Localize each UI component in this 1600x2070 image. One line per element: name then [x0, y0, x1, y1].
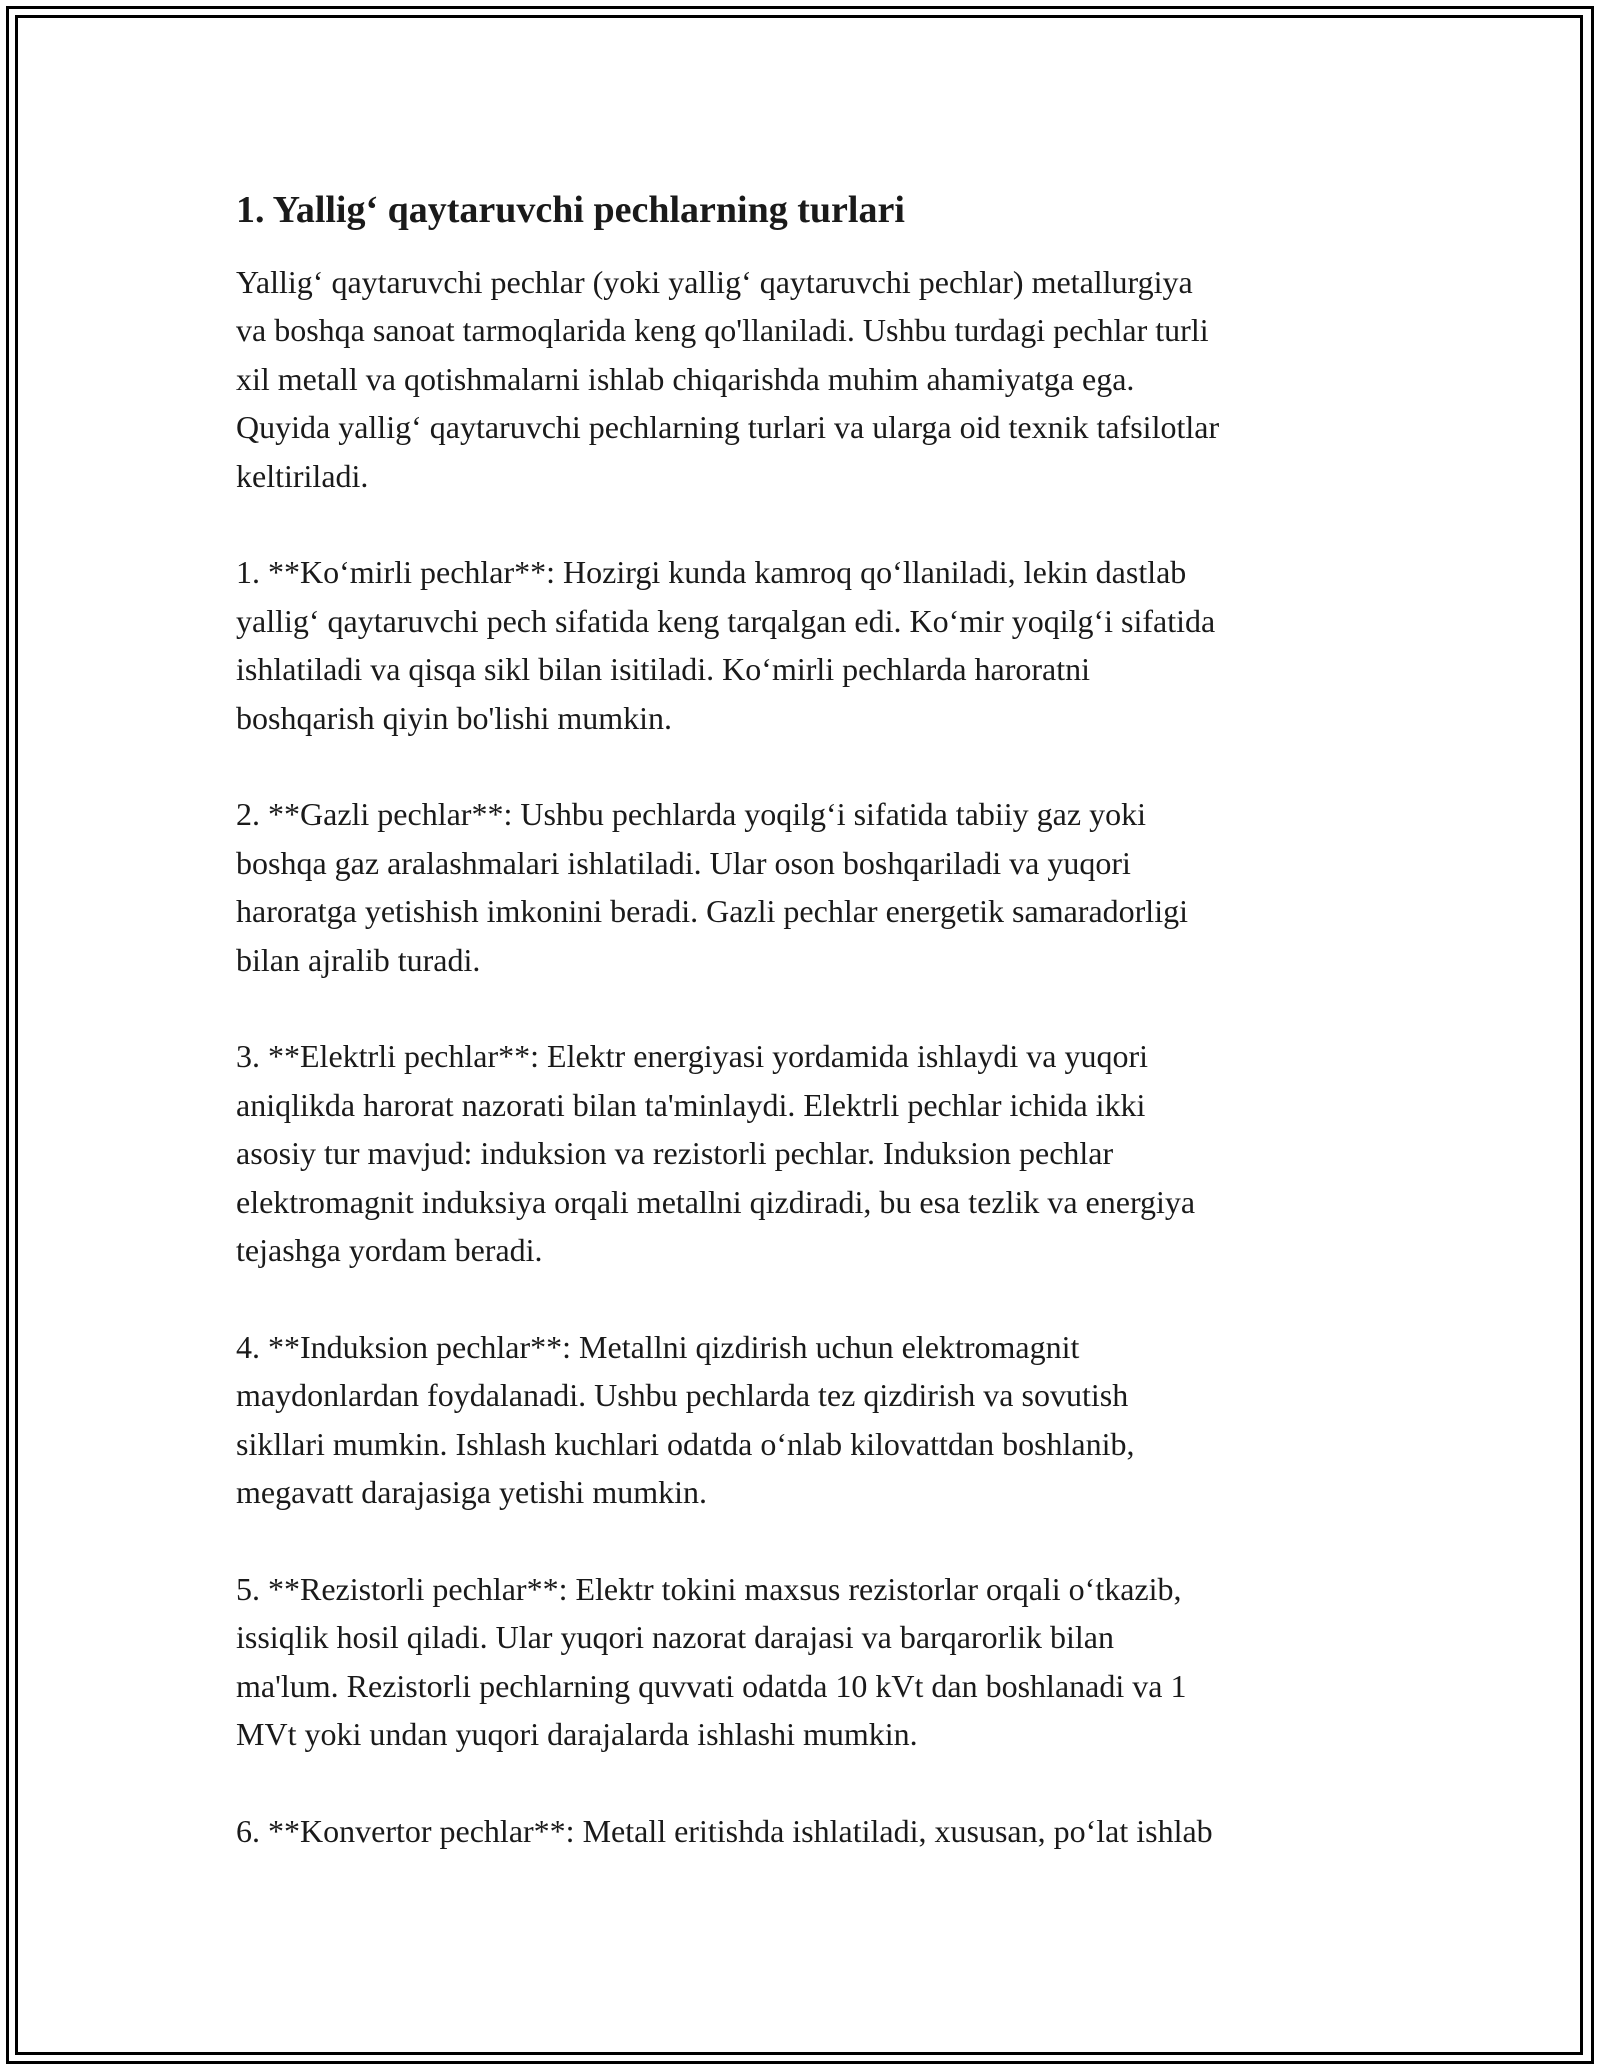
- paragraph-line: boshqarish qiyin bo'lishi mumkin.: [236, 699, 672, 736]
- paragraph-line: 1. **Ko‘mirli pechlar**: Hozirgi kunda kamroq qo‘llaniladi, lekin dastlab: [236, 554, 1187, 591]
- paragraph-line: boshqa gaz aralashmalari ishlatiladi. Ular oson boshqariladi va yuqori: [236, 844, 1131, 881]
- paragraph-line: ma'lum. Rezistorli pechlarning quvvati odatda 10 kVt dan boshlanadi va 1: [236, 1667, 1187, 1704]
- paragraph-line: 2. **Gazli pechlar**: Ushbu pechlarda yoqilg‘i sifatida tabiiy gaz yoki: [236, 796, 1146, 833]
- document-body: [236, 186, 1376, 1904]
- paragraph-line: Yallig‘ qaytaruvchi pechlar (yoki yallig‘ qaytaruvchi pechlar) metallurgiya: [236, 264, 1193, 300]
- paragraph-line: MVt yoki undan yuqori darajalarda ishlashi mumkin.: [236, 1716, 918, 1753]
- list-item-converter-furnaces: [236, 1807, 1376, 1855]
- paragraph-line: xil metall va qotishmalarni ishlab chiqarishda muhim ahamiyatga ega.: [236, 360, 1135, 397]
- paragraph-line: sikllari mumkin. Ishlash kuchlari odatda o‘nlab kilovattdan boshlanib,: [236, 1425, 1135, 1462]
- paragraph-line: yallig‘ qaytaruvchi pech sifatida keng tarqalgan edi. Ko‘mir yoqilg‘i sifatida: [236, 602, 1216, 639]
- paragraph-line: issiqlik hosil qiladi. Ular yuqori nazorat darajasi va barqarorlik bilan: [236, 1619, 1114, 1656]
- paragraph-line: aniqlikda harorat nazorati bilan ta'minlaydi. Elektrli pechlar ichida ikki: [236, 1086, 1146, 1123]
- paragraph-line: maydonlardan foydalanadi. Ushbu pechlarda tez qizdirish va sovutish: [236, 1377, 1129, 1414]
- paragraph-line: asosiy tur mavjud: induksion va rezistorli pechlar. Induksion pechlar: [236, 1135, 1114, 1172]
- paragraph-line: haroratga yetishish imkonini beradi. Gazli pechlar energetik samaradorligi: [236, 893, 1188, 930]
- paragraph-line: elektromagnit induksiya orqali metallni qizdiradi, bu esa tezlik va energiya: [236, 1183, 1196, 1220]
- list-item-electric-furnaces: [236, 1032, 1376, 1274]
- paragraph-line: 3. **Elektrli pechlar**: Elektr energiyasi yordamida ishlaydi va yuqori: [236, 1038, 1149, 1075]
- paragraph-line: bilan ajralib turadi.: [236, 941, 481, 978]
- paragraph-line: ishlatiladi va qisqa sikl bilan isitiladi. Ko‘mirli pechlarda haroratni: [236, 651, 1091, 688]
- paragraph-line: 5. **Rezistorli pechlar**: Elektr tokini maxsus rezistorlar orqali o‘tkazib,: [236, 1570, 1182, 1607]
- paragraph-line: 6. **Konvertor pechlar**: Metall eritishda ishlatiladi, xususan, po‘lat ishlab: [236, 1812, 1213, 1849]
- list-item-coal-furnaces: [236, 548, 1376, 742]
- list-item-gas-furnaces: [236, 790, 1376, 984]
- list-item-induction-furnaces: [236, 1323, 1376, 1517]
- paragraph-line: megavatt darajasiga yetishi mumkin.: [236, 1474, 707, 1511]
- list-item-resistor-furnaces: [236, 1565, 1376, 1759]
- section-title: 1. Yallig‘ qaytaruvchi pechlarning turlari: [236, 189, 905, 231]
- paragraph-line: va boshqa sanoat tarmoqlarida keng qo'llaniladi. Ushbu turdagi pechlar turli: [236, 312, 1209, 349]
- intro-paragraph: [236, 258, 1376, 500]
- paragraph-line: tejashga yordam beradi.: [236, 1232, 543, 1269]
- paragraph-line: 4. **Induksion pechlar**: Metallni qizdirish uchun elektromagnit: [236, 1328, 1080, 1365]
- paragraph-line: keltiriladi.: [236, 457, 369, 494]
- paragraph-line: Quyida yallig‘ qaytaruvchi pechlarning turlari va ularga oid texnik tafsilotlar: [236, 409, 1220, 446]
